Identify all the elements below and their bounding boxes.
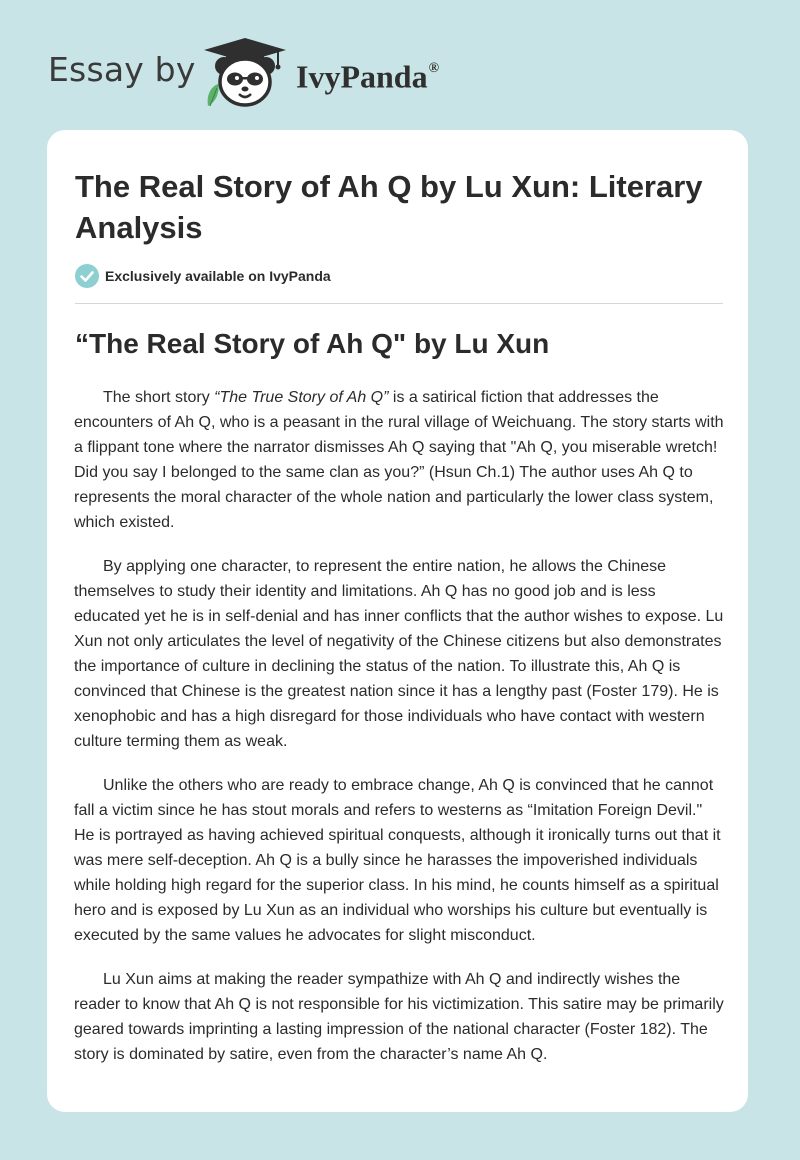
story-title-italic: “The True Story of Ah Q” — [214, 389, 389, 406]
exclusive-badge-text: Exclusively available on IvyPanda — [105, 268, 331, 284]
brand-name[interactable] — [296, 55, 439, 95]
paragraph-rest: is a satirical fiction that addresses the encounters of Ah Q, who is a peasant in the rural village of Weichuang. The story starts with a flippant tone where the narrator dismisses Ah Q saying that "Ah Q, you miserable wretch! Did you say I belonged to the same clan as you?” (Hsun Ch.1) The author uses Ah Q to represents the moral character of the whole nation and particularly the lower class system, which existed. — [74, 389, 724, 531]
exclusive-badge — [75, 263, 331, 289]
paragraph: Lu Xun aims at making the reader sympathize with Ah Q and indirectly wishes the reader to know that Ah Q is not responsible for his victimization. This satire may be primarily geared towards imprinting a lasting impression of the national character (Foster 182). The story is dominated by satire, even from the character’s name Ah Q. — [74, 971, 724, 1063]
section-heading: “The Real Story of Ah Q" by Lu Xun — [75, 328, 550, 359]
paragraph-lead: The short story — [103, 389, 215, 406]
article-card — [47, 130, 748, 1112]
divider — [75, 303, 723, 304]
page-title: The Real Story of Ah Q by Lu Xun: Literary Analysis — [75, 169, 703, 245]
article-body — [74, 385, 724, 1086]
paragraph: By applying one character, to represent the entire nation, he allows the Chinese themselves to study their identity and limitations. Ah Q has no good job and is less educated yet he is in self-denial and has inner conflicts that the author wishes to expose. Lu Xun not only articulates the level of negativity of the Chinese citizens but also demonstrates the importance of culture in declining the status of the nation. To illustrate this, Ah Q is convinced that Chinese is the greatest nation since it has a lengthy past (Foster 179). He is xenophobic and has a high disregard for those individuals who have contact with western culture terming them as weak. — [74, 558, 724, 750]
paragraph — [74, 385, 724, 535]
registered-mark: ® — [428, 61, 440, 76]
check-circle-icon — [75, 264, 99, 288]
site-header — [0, 0, 800, 130]
essay-by-label: Essay by — [48, 50, 196, 89]
panda-logo-icon[interactable] — [202, 36, 288, 108]
paragraph: Unlike the others who are ready to embrace change, Ah Q is convinced that he cannot fall a victim since he has stout morals and refers to westerns as “Imitation Foreign Devil." He is portrayed as having achieved spiritual conquests, although it ironically turns out that it was mere self-deception. Ah Q is a bully since he harasses the impoverished individuals while holding high regard for the superior class. In his mind, he counts himself as a spiritual hero and is exposed by Lu Xun as an individual who worships his culture but eventually is executed by the same values he advocates for slight misconduct. — [74, 777, 721, 944]
brand-text: IvyPanda — [296, 58, 428, 95]
